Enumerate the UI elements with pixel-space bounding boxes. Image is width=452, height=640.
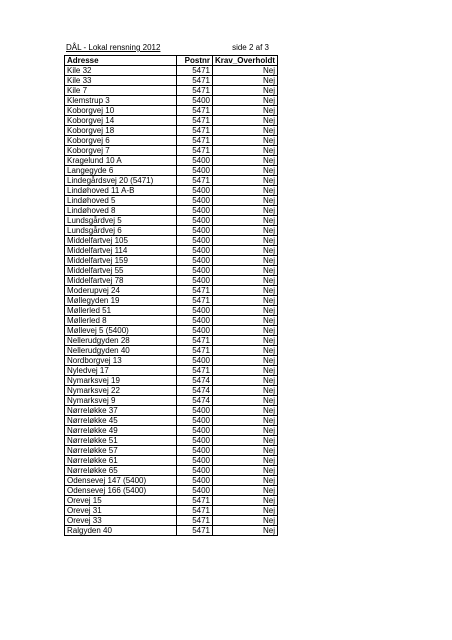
cell-krav-overholdt: Nej [213, 256, 278, 266]
column-header-adresse: Adresse [65, 56, 177, 66]
cell-krav-overholdt: Nej [213, 456, 278, 466]
cell-postnr: 5400 [177, 406, 213, 416]
cell-adresse: Orevej 31 [65, 506, 177, 516]
table-row [65, 216, 278, 226]
cell-adresse: Middelfartvej 55 [65, 266, 177, 276]
cell-adresse: Moderupvej 24 [65, 286, 177, 296]
cell-adresse: Nørreløkke 45 [65, 416, 177, 426]
cell-adresse: Nørreløkke 49 [65, 426, 177, 436]
cell-postnr: 5474 [177, 376, 213, 386]
cell-postnr: 5400 [177, 166, 213, 176]
cell-postnr: 5400 [177, 316, 213, 326]
cell-postnr: 5400 [177, 256, 213, 266]
cell-krav-overholdt: Nej [213, 476, 278, 486]
cell-postnr: 5400 [177, 186, 213, 196]
cell-krav-overholdt: Nej [213, 206, 278, 216]
table-row [65, 66, 278, 76]
cell-krav-overholdt: Nej [213, 116, 278, 126]
cell-krav-overholdt: Nej [213, 526, 278, 536]
cell-postnr: 5400 [177, 426, 213, 436]
cell-krav-overholdt: Nej [213, 506, 278, 516]
cell-krav-overholdt: Nej [213, 86, 278, 96]
cell-krav-overholdt: Nej [213, 96, 278, 106]
table-body [65, 66, 278, 536]
table-row [65, 516, 278, 526]
table-row [65, 296, 278, 306]
cell-adresse: Kragelund 10 A [65, 156, 177, 166]
cell-adresse: Klemstrup 3 [65, 96, 177, 106]
cell-adresse: Nørreløkke 57 [65, 446, 177, 456]
cell-krav-overholdt: Nej [213, 396, 278, 406]
cell-adresse: Lundsgårdvej 6 [65, 226, 177, 236]
cell-postnr: 5471 [177, 76, 213, 86]
cell-krav-overholdt: Nej [213, 366, 278, 376]
cell-krav-overholdt: Nej [213, 216, 278, 226]
column-header-krav-overholdt: Krav_Overholdt [213, 56, 278, 66]
cell-postnr: 5400 [177, 436, 213, 446]
table-row [65, 466, 278, 476]
table-row [65, 316, 278, 326]
cell-krav-overholdt: Nej [213, 436, 278, 446]
cell-adresse: Langegyde 6 [65, 166, 177, 176]
cell-adresse: Lindøhoved 8 [65, 206, 177, 216]
cell-adresse: Koborgvej 6 [65, 136, 177, 146]
cell-krav-overholdt: Nej [213, 486, 278, 496]
cell-postnr: 5471 [177, 366, 213, 376]
cell-adresse: Nordborgvej 13 [65, 356, 177, 366]
cell-postnr: 5471 [177, 516, 213, 526]
cell-adresse: Nørreløkke 61 [65, 456, 177, 466]
page-header [64, 42, 269, 54]
cell-postnr: 5474 [177, 386, 213, 396]
cell-postnr: 5471 [177, 336, 213, 346]
cell-adresse: Nørreløkke 37 [65, 406, 177, 416]
cell-adresse: Koborgvej 18 [65, 126, 177, 136]
cell-adresse: Lindegårdsvej 20 (5471) [65, 176, 177, 186]
table-row [65, 496, 278, 506]
table-row [65, 206, 278, 216]
page-number: side 2 af 3 [232, 43, 269, 52]
cell-postnr: 5471 [177, 176, 213, 186]
table-row [65, 456, 278, 466]
table-row [65, 276, 278, 286]
cell-postnr: 5471 [177, 496, 213, 506]
table-row [65, 96, 278, 106]
table-row [65, 486, 278, 496]
cell-postnr: 5400 [177, 236, 213, 246]
cell-postnr: 5400 [177, 456, 213, 466]
cell-postnr: 5400 [177, 476, 213, 486]
document-title: DÅL - Lokal rensning 2012 [66, 43, 161, 52]
cell-postnr: 5471 [177, 296, 213, 306]
cell-krav-overholdt: Nej [213, 306, 278, 316]
cell-postnr: 5471 [177, 66, 213, 76]
cell-postnr: 5471 [177, 506, 213, 516]
cell-postnr: 5474 [177, 396, 213, 406]
cell-adresse: Orevej 33 [65, 516, 177, 526]
table-row [65, 366, 278, 376]
table-row [65, 356, 278, 366]
cell-adresse: Koborgvej 10 [65, 106, 177, 116]
cell-adresse: Nørreløkke 51 [65, 436, 177, 446]
cell-krav-overholdt: Nej [213, 376, 278, 386]
table-row [65, 146, 278, 156]
table-row [65, 286, 278, 296]
cell-adresse: Lindøhoved 5 [65, 196, 177, 206]
cell-krav-overholdt: Nej [213, 296, 278, 306]
cell-krav-overholdt: Nej [213, 406, 278, 416]
cell-krav-overholdt: Nej [213, 356, 278, 366]
cell-postnr: 5471 [177, 286, 213, 296]
cell-krav-overholdt: Nej [213, 156, 278, 166]
cell-krav-overholdt: Nej [213, 76, 278, 86]
cell-krav-overholdt: Nej [213, 186, 278, 196]
table-row [65, 326, 278, 336]
cell-krav-overholdt: Nej [213, 316, 278, 326]
cell-krav-overholdt: Nej [213, 386, 278, 396]
cell-adresse: Møllevej 5 (5400) [65, 326, 177, 336]
cell-adresse: Koborgvej 7 [65, 146, 177, 156]
cell-adresse: Ralgyden 40 [65, 526, 177, 536]
cell-krav-overholdt: Nej [213, 286, 278, 296]
table-row [65, 176, 278, 186]
cell-adresse: Nymarksvej 22 [65, 386, 177, 396]
cell-adresse: Nellerudgyden 40 [65, 346, 177, 356]
cell-adresse: Nymarksvej 9 [65, 396, 177, 406]
table-row [65, 186, 278, 196]
cell-krav-overholdt: Nej [213, 346, 278, 356]
cell-adresse: Nyledvej 17 [65, 366, 177, 376]
cell-postnr: 5400 [177, 246, 213, 256]
cell-krav-overholdt: Nej [213, 66, 278, 76]
cell-postnr: 5471 [177, 116, 213, 126]
cell-postnr: 5400 [177, 96, 213, 106]
cell-adresse: Kile 33 [65, 76, 177, 86]
cell-adresse: Middelfartvej 159 [65, 256, 177, 266]
table-row [65, 236, 278, 246]
cell-postnr: 5471 [177, 86, 213, 96]
cell-postnr: 5400 [177, 206, 213, 216]
cell-krav-overholdt: Nej [213, 326, 278, 336]
table-row [65, 226, 278, 236]
cell-postnr: 5400 [177, 276, 213, 286]
table-row [65, 246, 278, 256]
table-row [65, 116, 278, 126]
cell-krav-overholdt: Nej [213, 426, 278, 436]
cell-postnr: 5471 [177, 136, 213, 146]
cell-adresse: Odensevej 166 (5400) [65, 486, 177, 496]
cell-krav-overholdt: Nej [213, 516, 278, 526]
cell-adresse: Middelfartvej 78 [65, 276, 177, 286]
cell-postnr: 5400 [177, 486, 213, 496]
cell-adresse: Orevej 15 [65, 496, 177, 506]
cell-krav-overholdt: Nej [213, 336, 278, 346]
table-header-row [65, 56, 278, 66]
table-row [65, 306, 278, 316]
cell-postnr: 5400 [177, 266, 213, 276]
table-row [65, 386, 278, 396]
cell-krav-overholdt: Nej [213, 236, 278, 246]
table-row [65, 256, 278, 266]
cell-adresse: Lundsgårdvej 5 [65, 216, 177, 226]
cell-krav-overholdt: Nej [213, 466, 278, 476]
cell-adresse: Lindøhoved 11 A-B [65, 186, 177, 196]
cell-postnr: 5471 [177, 146, 213, 156]
cell-postnr: 5400 [177, 466, 213, 476]
table-row [65, 406, 278, 416]
table-row [65, 436, 278, 446]
column-header-postnr: Postnr [177, 56, 213, 66]
cell-krav-overholdt: Nej [213, 136, 278, 146]
cell-adresse: Kile 32 [65, 66, 177, 76]
cell-postnr: 5400 [177, 196, 213, 206]
table-row [65, 476, 278, 486]
cell-adresse: Koborgvej 14 [65, 116, 177, 126]
cell-postnr: 5400 [177, 356, 213, 366]
cell-krav-overholdt: Nej [213, 176, 278, 186]
cell-adresse: Nellerudgyden 28 [65, 336, 177, 346]
cell-adresse: Nymarksvej 19 [65, 376, 177, 386]
address-table [64, 55, 278, 536]
table-row [65, 126, 278, 136]
cell-postnr: 5471 [177, 346, 213, 356]
cell-postnr: 5471 [177, 106, 213, 116]
table-row [65, 196, 278, 206]
table-row [65, 166, 278, 176]
cell-adresse: Møllerled 8 [65, 316, 177, 326]
cell-adresse: Middelfartvej 114 [65, 246, 177, 256]
table-row [65, 426, 278, 436]
cell-adresse: Middelfartvej 105 [65, 236, 177, 246]
cell-krav-overholdt: Nej [213, 106, 278, 116]
cell-krav-overholdt: Nej [213, 276, 278, 286]
table-row [65, 136, 278, 146]
cell-postnr: 5400 [177, 306, 213, 316]
cell-krav-overholdt: Nej [213, 416, 278, 426]
cell-krav-overholdt: Nej [213, 196, 278, 206]
cell-adresse: Møllerled 51 [65, 306, 177, 316]
cell-adresse: Nørreløkke 65 [65, 466, 177, 476]
table-row [65, 526, 278, 536]
cell-postnr: 5400 [177, 156, 213, 166]
table-row [65, 376, 278, 386]
table-row [65, 266, 278, 276]
table-row [65, 156, 278, 166]
cell-postnr: 5400 [177, 216, 213, 226]
cell-adresse: Odensevej 147 (5400) [65, 476, 177, 486]
table-row [65, 506, 278, 516]
cell-krav-overholdt: Nej [213, 126, 278, 136]
table-row [65, 416, 278, 426]
cell-postnr: 5471 [177, 526, 213, 536]
table-row [65, 86, 278, 96]
cell-postnr: 5471 [177, 126, 213, 136]
cell-adresse: Kile 7 [65, 86, 177, 96]
table-row [65, 336, 278, 346]
cell-krav-overholdt: Nej [213, 246, 278, 256]
cell-postnr: 5400 [177, 416, 213, 426]
table-row [65, 106, 278, 116]
cell-krav-overholdt: Nej [213, 226, 278, 236]
cell-postnr: 5400 [177, 326, 213, 336]
table-row [65, 446, 278, 456]
cell-postnr: 5400 [177, 446, 213, 456]
cell-krav-overholdt: Nej [213, 166, 278, 176]
cell-krav-overholdt: Nej [213, 446, 278, 456]
cell-postnr: 5400 [177, 226, 213, 236]
cell-krav-overholdt: Nej [213, 496, 278, 506]
cell-krav-overholdt: Nej [213, 146, 278, 156]
cell-krav-overholdt: Nej [213, 266, 278, 276]
table-row [65, 76, 278, 86]
table-row [65, 396, 278, 406]
table-row [65, 346, 278, 356]
cell-adresse: Møllegyden 19 [65, 296, 177, 306]
